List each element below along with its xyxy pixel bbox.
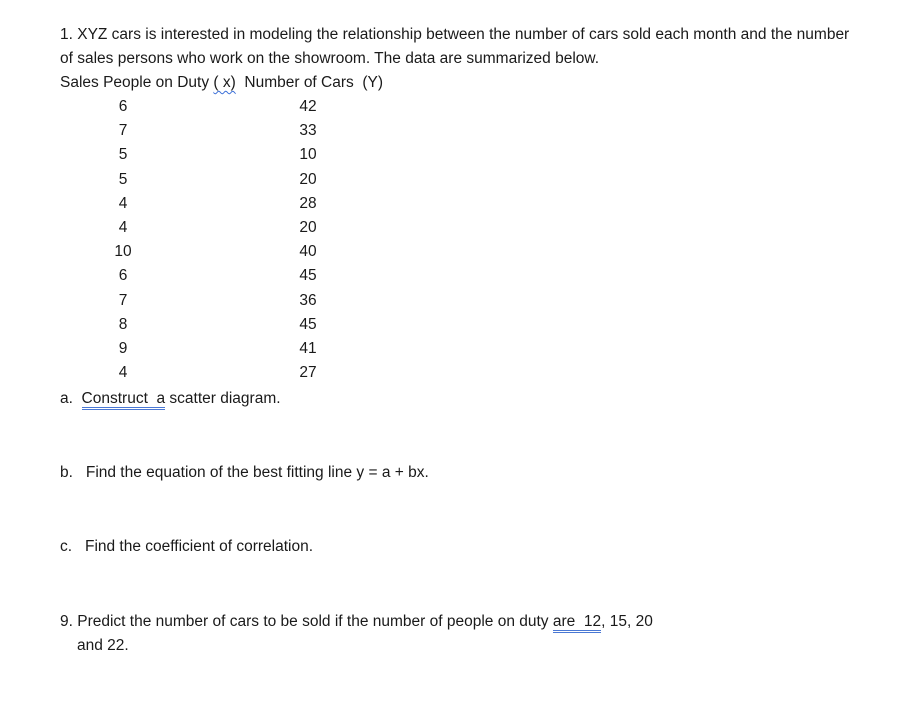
cell-number-of-cars: 40 [299, 243, 317, 261]
part-b: b. Find the equation of the best fitting line y = a + bx. [60, 464, 429, 481]
table-row [0, 291, 901, 311]
table-row [0, 339, 901, 359]
part-d-line-2: and 22. [77, 637, 129, 654]
cell-number-of-cars: 45 [299, 267, 317, 285]
table-row [0, 315, 901, 335]
table-row [0, 121, 901, 141]
cell-number-of-cars: 27 [299, 364, 317, 382]
table-row [0, 242, 901, 262]
header-x-variable: ( x) [213, 74, 236, 91]
part-d-line-1 [60, 612, 653, 632]
cell-number-of-cars: 33 [299, 122, 317, 140]
table-row [0, 194, 901, 214]
header-x-label: Sales People on Duty [60, 74, 214, 91]
part-d-prefix: 9. Predict the number of cars to be sold if the number of people on duty [60, 613, 553, 630]
table-row [0, 218, 901, 238]
cell-number-of-cars: 20 [299, 219, 317, 236]
part-a-underlined: Construct a [82, 390, 166, 410]
table-row [0, 170, 901, 190]
question-intro-line-1: 1. XYZ cars is interested in modeling the relationship between the number of cars sold each month and the number [60, 26, 850, 43]
part-d-underlined: are 12 [553, 613, 601, 633]
table-row [0, 145, 901, 165]
cell-number-of-cars: 41 [299, 340, 317, 357]
part-a-prefix: a. [60, 390, 82, 407]
table-row [0, 363, 901, 383]
cell-number-of-cars: 28 [299, 194, 317, 212]
question-intro-line-2: of sales persons who work on the showroom. The data are summarized below. [60, 50, 600, 67]
cell-sales-people: 5 [118, 146, 128, 164]
cell-number-of-cars: 36 [299, 291, 317, 309]
cell-sales-people: 9 [118, 340, 128, 357]
cell-sales-people: 4 [118, 194, 128, 212]
part-a-rest: scatter diagram. [165, 390, 281, 407]
part-a [60, 389, 281, 409]
cell-sales-people: 7 [118, 291, 128, 309]
part-c: c. Find the coefficient of correlation. [60, 538, 314, 555]
cell-sales-people: 6 [118, 98, 128, 115]
cell-sales-people: 4 [118, 364, 128, 382]
header-y-label: Number of Cars (Y) [235, 74, 384, 91]
cell-sales-people: 5 [118, 170, 128, 188]
cell-sales-people: 6 [118, 267, 128, 285]
cell-sales-people: 10 [114, 243, 132, 261]
cell-sales-people: 8 [118, 315, 128, 333]
table-header [60, 73, 383, 93]
cell-sales-people: 4 [118, 219, 128, 236]
cell-number-of-cars: 42 [299, 98, 317, 115]
part-d-rest: , 15, 20 [601, 613, 653, 630]
cell-number-of-cars: 10 [299, 146, 317, 164]
cell-number-of-cars: 45 [299, 315, 317, 333]
table-row [0, 266, 901, 286]
table-row [0, 97, 901, 117]
cell-sales-people: 7 [118, 122, 128, 140]
cell-number-of-cars: 20 [299, 170, 317, 188]
